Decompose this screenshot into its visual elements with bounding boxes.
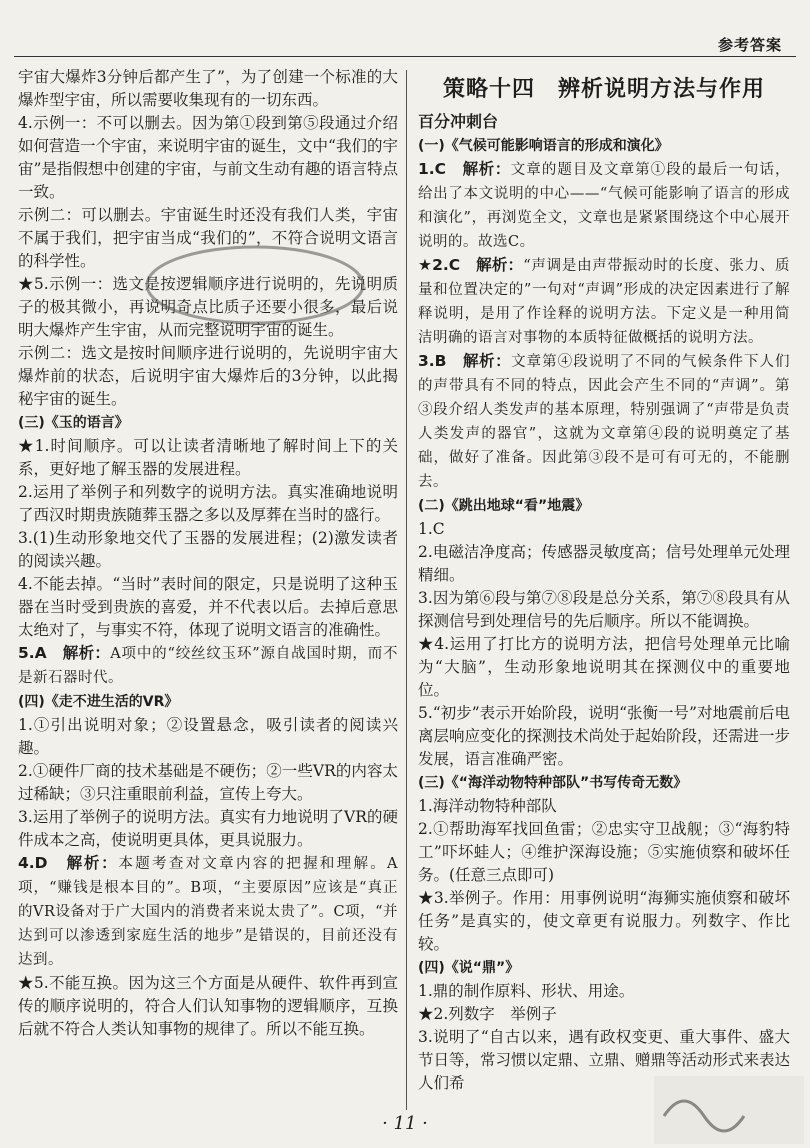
left-column	[18, 66, 398, 1041]
section-heading: (三)《“海洋动物特种部队”书写传奇无数》	[418, 775, 688, 791]
answer-lead: 3.B 解析：	[418, 352, 512, 370]
answer-item	[418, 350, 790, 494]
right-column	[418, 66, 790, 1095]
section-heading: (三)《玉的语言》	[18, 415, 129, 431]
stamp-ring	[147, 247, 363, 323]
answer-item: 1.鼎的制作原料、形状、用途。	[418, 982, 635, 1000]
section-heading: (一)《气候可能影响语言的形成和演化》	[418, 138, 669, 154]
section-heading-sprint: 百分冲刺台	[418, 112, 499, 131]
corner-logo	[654, 1076, 804, 1144]
header-rule	[14, 56, 796, 57]
answer-item: ★5.示例一：选文是按逻辑顺序进行说明的，先说明质子的极其微小，再说明奇点比质子还要小很多，最后说明大爆炸产生宇宙，从而完整说明宇宙的诞生。	[18, 275, 398, 339]
right-column-items	[418, 134, 790, 1095]
answer-lead: 1.C 解析：	[418, 160, 511, 178]
section-heading: (四)《走不进生活的VR》	[18, 694, 179, 710]
answer-item: 3.(1)生动形象地交代了玉器的发展进程；(2)激发读者的阅读兴趣。	[18, 529, 398, 570]
answer-item: 2.①帮助海军找回鱼雷；②忠实守卫战舰；③“海豹特工”吓坏蛙人；④维护深海设施；⑤实施侦察和破坏任务。(任意三点即可)	[418, 820, 790, 884]
answer-item: ★4.运用了打比方的说明方法，把信号处理单元比喻为“大脑”，生动形象地说明其在探测仪中的重要地位。	[418, 635, 790, 699]
answer-explanation: “声调是由声带振动时的长度、张力、质量和位置决定的”一句对“声调”形成的决定因素进行了解释说明，是用了作诠释的说明方法。下定义是一种用简洁明确的语言对事物的本质特征做概括的说明方法。	[418, 258, 790, 346]
page-number: · 11 ·	[382, 1113, 428, 1134]
answer-lead: ★2.C 解析：	[418, 256, 524, 274]
answer-item: 5.“初步”表示开始阶段，说明“张衡一号”对地震前后电离层响应变化的探测技术尚处于起始阶段，还需进一步发展，语言准确严密。	[418, 704, 791, 768]
stamp-watermark	[140, 240, 370, 330]
answer-item: 2.①硬件厂商的技术基础是不硬伤；②一些VR的内容太过稀缺；③只注重眼前利益，宣传上夸大。	[18, 762, 398, 803]
answer-item: 3.说明了“自古以来，遇有政权变更、重大事件、盛大节日等，常习惯以定鼎、立鼎、赠鼎等活动形式来表达人们希	[418, 1028, 791, 1092]
answer-item: 1.①引出说明对象；②设置悬念，吸引读者的阅读兴趣。	[18, 716, 398, 757]
answer-item: 2.运用了举例子和列数字的说明方法。真实准确地说明了西汉时期贵族随葬玉器之多以及厚葬在当时的盛行。	[18, 483, 398, 524]
answer-explanation: 文章第④段说明了不同的气候条件下人们的声带具有不同的特点，因此会产生不同的“声调”。第③段介绍人类发声的基本原理，特别强调了“声带是负责人类发声的器官”，这就为文章第④段的说明奠定了基础，做好了准备。因此第③段不是可有可无的，不能删去。	[418, 354, 790, 490]
answer-item: ★5.不能互换。因为这三个方面是从硬件、软件再到宣传的顺序说明的，符合人们认知事物的逻辑顺序，互换后就不符合人类认知事物的规律了。所以不能互换。	[18, 974, 398, 1038]
answer-lead: 4.D 解析：	[18, 854, 119, 872]
answer-explanation: A项中的“绞丝纹玉环”源自战国时期，而不是新石器时代。	[18, 646, 399, 686]
answer-item	[418, 158, 790, 254]
answer-item	[418, 254, 790, 350]
answer-item: 3.因为第⑥段与第⑦⑧段是总分关系，第⑦⑧段具有从探测信号到处理信号的先后顺序。所以不能调换。	[418, 589, 790, 630]
column-divider	[406, 70, 407, 1110]
answer-explanation: 文章的题目及文章第①段的最后一句话，给出了本文说明的中心——“气候可能影响了语言的形成和演化”，再浏览全文，文章也是紧紧围绕这个中心展开说明的。故选C。	[418, 162, 790, 250]
strategy-title: 策略十四 辨析说明方法与作用	[442, 77, 765, 102]
answer-item: 1.海洋动物特种部队	[418, 797, 557, 815]
answer-item: ★3.举例子。作用：用事例说明“海狮实施侦察和破坏任务”是真实的，使文章更有说服力。列数字、作比较。	[418, 889, 790, 953]
answer-item	[18, 852, 398, 972]
running-head: 参考答案	[717, 36, 782, 54]
section-heading: (二)《跳出地球“看”地震》	[418, 498, 590, 514]
answer-item: 3.运用了举例子的说明方法。真实有力地说明了VR的硬件成本之高，使说明更具体，更具说服力。	[18, 808, 398, 849]
answer-item: 宇宙大爆炸3分钟后都产生了”，为了创建一个标准的大爆炸型宇宙，所以需要收集现有的一切东西。	[18, 68, 398, 109]
section-heading: (四)《说“鼎”》	[418, 960, 520, 976]
answer-item	[18, 642, 398, 690]
answer-item: 示例二：选文是按时间顺序进行说明的，先说明宇宙大爆炸前的状态，后说明宇宙大爆炸后的3分钟，以此揭秘宇宙的诞生。	[18, 344, 398, 408]
corner-logo-bg	[654, 1076, 804, 1144]
answer-item: 1.C	[418, 520, 445, 538]
answer-item: ★2.列数字 举例子	[418, 1005, 557, 1023]
answer-item: ★1.时间顺序。可以让读者清晰地了解时间上下的关系，更好地了解玉器的发展进程。	[18, 437, 398, 478]
answer-lead: 5.A 解析：	[18, 644, 111, 662]
answer-item: 示例二：可以删去。宇宙诞生时还没有我们人类，宇宙不属于我们，把宇宙当成“我们的”，不符合说明文语言的科学性。	[18, 206, 398, 270]
top-header	[0, 0, 810, 60]
answer-explanation: 本题考查对文章内容的把握和理解。A项，“赚钱是根本目的”。B项，“主要原因”应该是“真正的VR设备对于广大国内的消费者来说太贵了”。C项，“并达到可以渗透到家庭生活的地步”是错误的，目前还没有达到。	[18, 856, 398, 968]
answer-item: 2.电磁洁净度高；传感器灵敏度高；信号处理单元处理精细。	[418, 543, 790, 584]
answer-item: 4.示例一：不可以删去。因为第①段到第⑤段通过介绍如何营造一个宇宙，来说明宇宙的诞生，文中“我们的宇宙”是指假想中创建的宇宙，与前文生动有趣的语言特点一致。	[18, 114, 398, 201]
answer-item: 4.不能去掉。“当时”表时间的限定，只是说明了这种玉器在当时受到贵族的喜爱，并不代表以后。去掉后意思太绝对了，与事实不符，体现了说明文语言的准确性。	[18, 575, 398, 639]
